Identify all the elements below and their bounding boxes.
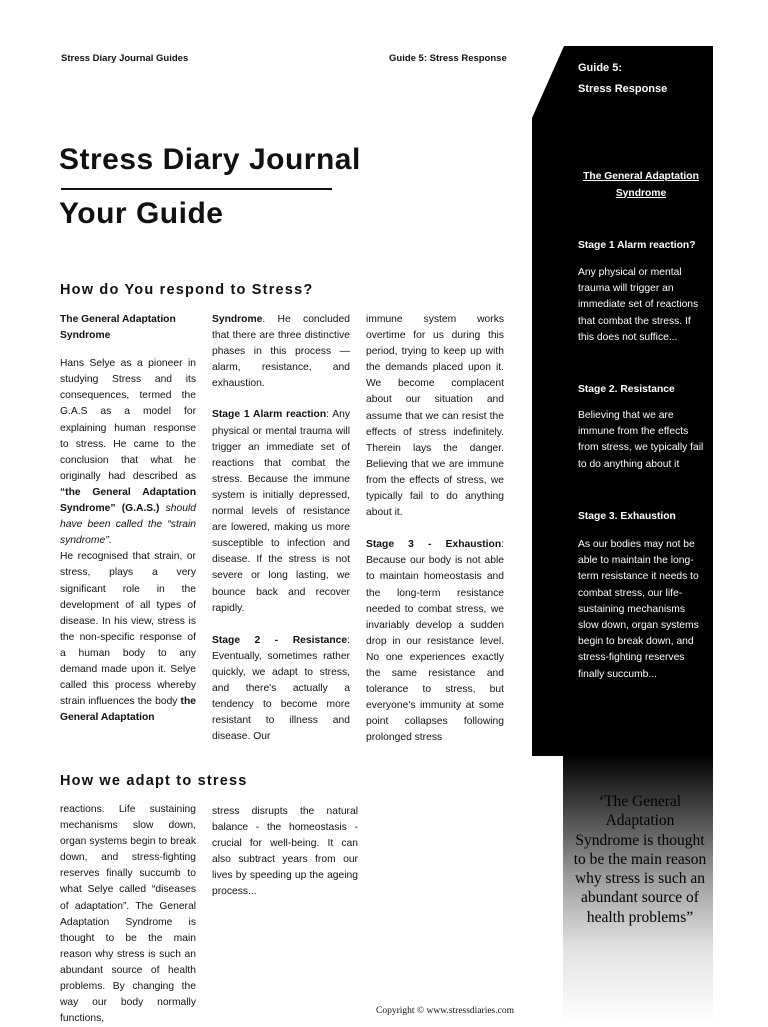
paragraph: Stage 2 - Resistance: Eventually, sometimes rather quickly, we adapt to stress, and there's actually a tendency to become more resistant to illness and disease. Our [212,634,350,743]
page-title: Stress Diary Journal [59,143,361,176]
sidebar-title: The General Adaptation Syndrome [583,171,699,199]
sidebar-stage3-heading: Stage 3. Exhaustion [578,511,676,522]
sidebar-stage3-text: As our bodies may not be able to maintain the long-term resistance it needs to combat stress, our life-sustaining mechanisms slow down, organ systems begin to break down, and stress-fighting reserves finally succumb... [578,539,699,680]
sidebar-stage2-heading: Stage 2. Resistance [578,384,675,395]
title-divider [61,188,332,190]
section-heading-respond: How do You respond to Stress? [60,282,314,298]
column-subheading: The General Adaptation Syndrome [60,314,176,342]
sidebar-notch [532,46,564,118]
copyright-text: Copyright © www.stressdiaries.com [375,1006,514,1016]
sidebar-stage2-text: Believing that we are immune from the effects from stress, we typically fail to do anything about it [578,410,704,470]
paragraph: immune system works overtime for us during this period, trying to keep up with the demands placed upon it. We become complacent about our situation and assume that we can resist the effects of stress indefinitely. Therein lays the danger. Believing that we are immune from the effects of stress, we typically fail to do anything about it. [366,314,504,519]
article-column-4 [60,802,196,1027]
header-guide-series: Stress Diary Journal Guides [61,53,189,64]
sidebar-stage1-heading: Stage 1 Alarm reaction? [578,240,696,251]
header-guide-number: Guide 5: Stress Response [389,53,507,64]
paragraph: He recognised that strain, or stress, plays a very significant role in the development of all types of disease. In his view, stress is the non-specific response of a human body to any demand made upon it. Selye called this process whereby strain influences the body the General Adaptation [60,551,196,724]
paragraph: Stage 3 - Exhaustion: Because our body is not able to maintain homeostasis and the long-term resistance needed to combat stress, we invariably develop a sudden drop in our resistance level. No one experiences exactly the same resistance and tolerance to stress, but everyone's immunity at some point collapses following prolonged stress [366,539,504,744]
section-heading-adapt: How we adapt to stress [60,773,248,789]
paragraph: reactions. Life sustaining mechanisms slow down, organ systems begin to break down, and stress-fighting reserves finally succumb to what Selye called “diseases of adaptation”. The General Adaptation Syndrome is thought to be the main reason why stress is such an abundant source of health problems. By changing the way our body normally functions, [60,804,196,1025]
paragraph: stress disrupts the natural balance - the homeostasis - crucial for well-being. It can also subtract years from our lives by speeding up the ageing process... [212,806,358,898]
pull-quote: ‘The General Adaptation Syndrome is thought to be the main reason why stress is such an abundant source of health problems” [573,793,707,926]
paragraph: Syndrome. He concluded that there are three distinctive phases in this process — alarm, resistance, and exhaustion. [212,314,350,390]
article-column-1 [60,312,196,726]
sidebar-stage1-text: Any physical or mental trauma will trigger an immediate set of reactions that combat the stress. If this does not suffice... [578,267,699,343]
article-column-3 [366,312,504,746]
sidebar-guide-number: Guide 5: [578,62,623,74]
paragraph: Hans Selye as a pioneer in studying Stress and its consequences, termed the G.A.S as a model for explaining human response to stress. He came to the conclusion that what he originally had described as “the General Adaptation Syndrome” (G.A.S.) should have been called the “strain syndrome”. [60,358,196,547]
sidebar-guide-topic: Stress Response [578,83,668,95]
article-column-2 [212,312,350,745]
article-column-5 [212,804,358,901]
page-subtitle: Your Guide [59,197,224,230]
paragraph: Stage 1 Alarm reaction: Any physical or mental trauma will trigger an immediate set of reactions that combat the stress. Because the immune system is initially depressed, normal levels of resistance are lowered, making us more susceptible to infection and disease. If the stress is not severe or long lasting, we bounce back and recover rapidly. [212,409,350,614]
